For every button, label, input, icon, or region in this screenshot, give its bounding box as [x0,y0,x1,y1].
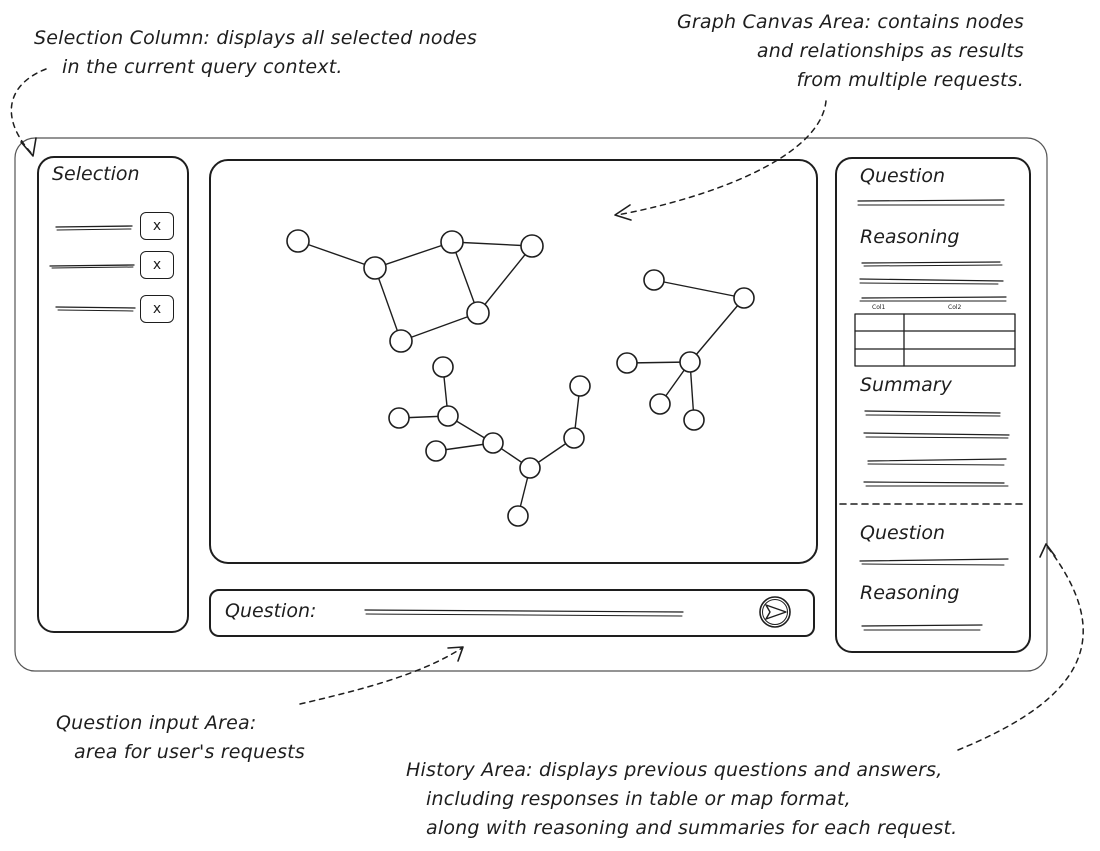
graph-node [650,394,670,414]
graph-node [426,441,446,461]
graph-node [441,231,463,253]
arrow-history [958,545,1083,750]
graph-node [389,408,409,428]
arrow-canvas [617,101,826,215]
graph-node [438,406,458,426]
history-reasoning-title: Reasoning [860,226,960,248]
graph-canvas-frame [210,160,817,563]
graph-node [364,257,386,279]
graph-node [570,376,590,396]
annotation-canvas-line3: from multiple requests. [796,69,1024,91]
history-table [855,314,1015,366]
history-summary-title: Summary [860,374,952,396]
graph-node [508,506,528,526]
graph-node [521,235,543,257]
graph-node [617,353,637,373]
graph-node [734,288,754,308]
graph-node [390,330,412,352]
table-header-col2: Col2 [948,304,962,311]
annotation-question-line1: Question input Area: [56,712,257,734]
history-reasoning-title-2: Reasoning [860,582,960,604]
arrow-selection [11,69,46,155]
question-input-label: Question: [225,600,317,622]
annotation-selection-line1: Selection Column: displays all selected nodes [34,27,478,49]
history-question-title-2: Question [860,522,945,544]
send-button[interactable] [758,596,792,630]
annotation-question-line2: area for user's requests [74,741,305,763]
annotation-canvas-line1: Graph Canvas Area: contains nodes [676,11,1024,33]
graph-node [680,352,700,372]
graph-edges [298,241,744,516]
annotation-selection-line2: in the current query context. [62,56,343,78]
remove-selection-button[interactable]: x [140,251,174,279]
graph-node [520,458,540,478]
remove-selection-button[interactable]: x [140,295,174,323]
arrow-question [300,648,462,704]
annotation-history-line1: History Area: displays previous questions and answers, [406,759,943,781]
graph-node [483,433,503,453]
graph-node [287,230,309,252]
history-question-title: Question [860,165,945,187]
graph-node [644,270,664,290]
graph-nodes [287,230,754,526]
graph-node [433,357,453,377]
remove-selection-button[interactable]: x [140,212,174,240]
selection-title: Selection [52,163,140,185]
table-header-col1: Col1 [872,304,886,311]
annotation-history-line2: including responses in table or map format, [426,788,851,810]
graph-node [564,428,584,448]
graph-node [684,410,704,430]
annotation-history-line3: along with reasoning and summaries for each request. [426,817,958,839]
graph-node [467,302,489,324]
annotation-canvas-line2: and relationships as results [756,40,1024,62]
